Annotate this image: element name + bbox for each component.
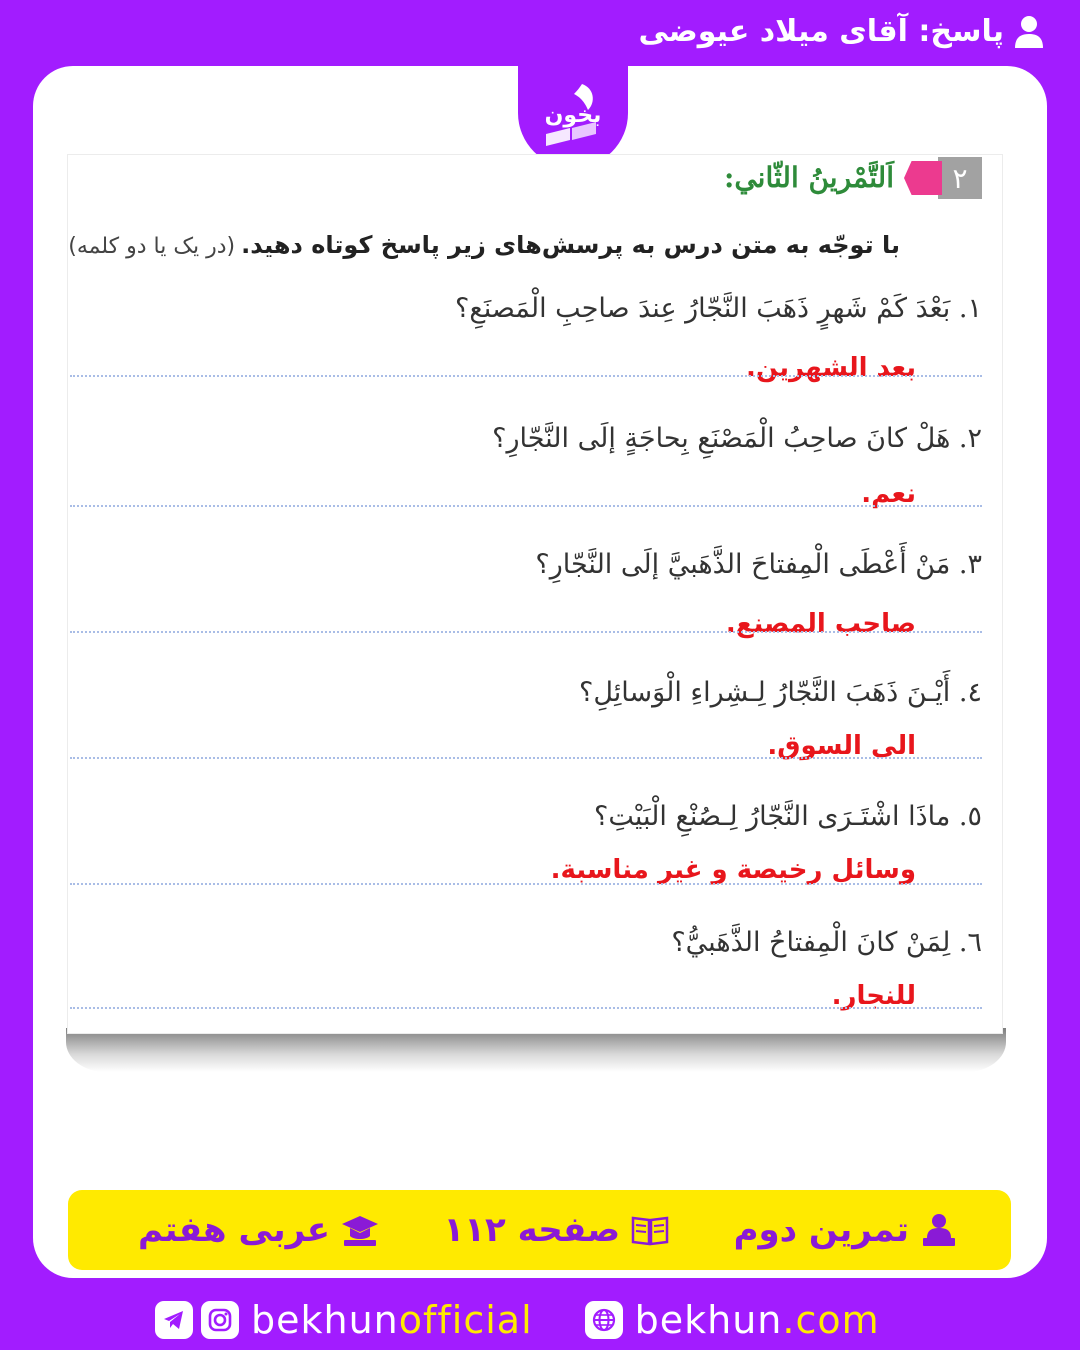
instagram-handle-main: bekhun: [251, 1298, 399, 1342]
exercise-paper: [68, 155, 1002, 1033]
author-credit: [638, 14, 1044, 49]
answer-text: بعد الشهرين.: [745, 353, 916, 383]
qa-item: [68, 423, 1002, 545]
website-url[interactable]: [635, 1298, 880, 1342]
answer-text: الى السوق.: [767, 731, 916, 761]
answer-text: نعم.: [861, 479, 916, 509]
subject-label-text: عربی هفتم: [138, 1210, 330, 1250]
question-text: ٣. مَنْ أَعْطَى الْمِفتاحَ الذَّهَبيَّ إلَى النَّجّارِ؟: [535, 549, 982, 580]
answer-line: [70, 375, 982, 377]
graduation-cap-icon: [340, 1210, 380, 1250]
answer-text: وسائل رخيصة و غير مناسبة.: [550, 855, 916, 885]
qa-item: [68, 677, 1002, 799]
telegram-link[interactable]: [155, 1301, 193, 1339]
globe-icon: [591, 1307, 617, 1333]
exercise-title: اَلتَّمْرينُ الثّاني:: [723, 161, 894, 195]
footer: [0, 1290, 1080, 1350]
answer-line: [70, 505, 982, 507]
instruction-text: با توجّه به متن درس به پرسش‌های زیر پاسخ کوتاه دهید.: [241, 231, 900, 259]
instagram-link[interactable]: [201, 1301, 239, 1339]
author-text: پاسخ: آقای میلاد عیوضی: [638, 14, 1004, 49]
exercise-label: [734, 1210, 959, 1250]
qa-item: [68, 293, 1002, 415]
telegram-icon: [161, 1307, 187, 1333]
teacher-icon: [919, 1210, 959, 1250]
open-book-icon: [630, 1210, 670, 1250]
logo-icon: [534, 78, 612, 156]
logo-text: بخون: [544, 103, 602, 128]
user-icon: [1014, 15, 1044, 49]
exercise-number: ۲: [938, 157, 982, 199]
instruction-hint: (در یک یا دو کلمه): [68, 234, 236, 259]
question-text: ٤. أَيْـنَ ذَهَبَ النَّجّارُ لِـشِراءِ الْوَسائِلِ؟: [579, 677, 982, 708]
exercise-tag-shape: [904, 161, 942, 195]
answer-text: للنجار.: [831, 981, 916, 1011]
question-text: ٥. ماذَا اشْتَـرَى النَّجّارُ لِـصُنْعِ الْبَيْتِ؟: [594, 801, 982, 832]
question-text: ٢. هَلْ كانَ صاحِبُ الْمَصْنَعِ بِحاجَةٍ إلَى النَّجّارِ؟: [492, 423, 982, 454]
qa-item: [68, 927, 1002, 1049]
brand-logo: [518, 66, 628, 168]
answer-line: [70, 631, 982, 633]
answer-line: [70, 1007, 982, 1009]
website-link[interactable]: [585, 1301, 623, 1339]
qa-item: [68, 549, 1002, 671]
qa-item: [68, 801, 1002, 923]
subject-label: [138, 1210, 380, 1250]
exercise-label-text: تمرین دوم: [733, 1210, 909, 1250]
instagram-icon: [207, 1307, 233, 1333]
info-bar: [68, 1190, 1011, 1270]
answer-line: [70, 757, 982, 759]
instruction: [68, 231, 900, 259]
answer-text: صاحب المصنع.: [725, 609, 916, 639]
page-label: [444, 1210, 671, 1250]
answer-line: [70, 883, 982, 885]
question-text: ٦. لِمَنْ كانَ الْمِفتاحُ الذَّهَبيُّ؟: [671, 927, 982, 958]
website-main: bekhun: [634, 1298, 783, 1342]
top-bar: [0, 0, 1080, 70]
website-accent: .com: [782, 1298, 880, 1342]
page-label-text: صفحه ۱۱۲: [443, 1210, 621, 1250]
instagram-handle-accent: official: [398, 1298, 533, 1342]
instagram-handle[interactable]: [251, 1298, 533, 1342]
question-text: ١. بَعْدَ كَمْ شَهرٍ ذَهَبَ النَّجّارُ عِندَ صاحِبِ الْمَصنَعِ؟: [455, 293, 982, 324]
exercise-header: [724, 157, 982, 199]
